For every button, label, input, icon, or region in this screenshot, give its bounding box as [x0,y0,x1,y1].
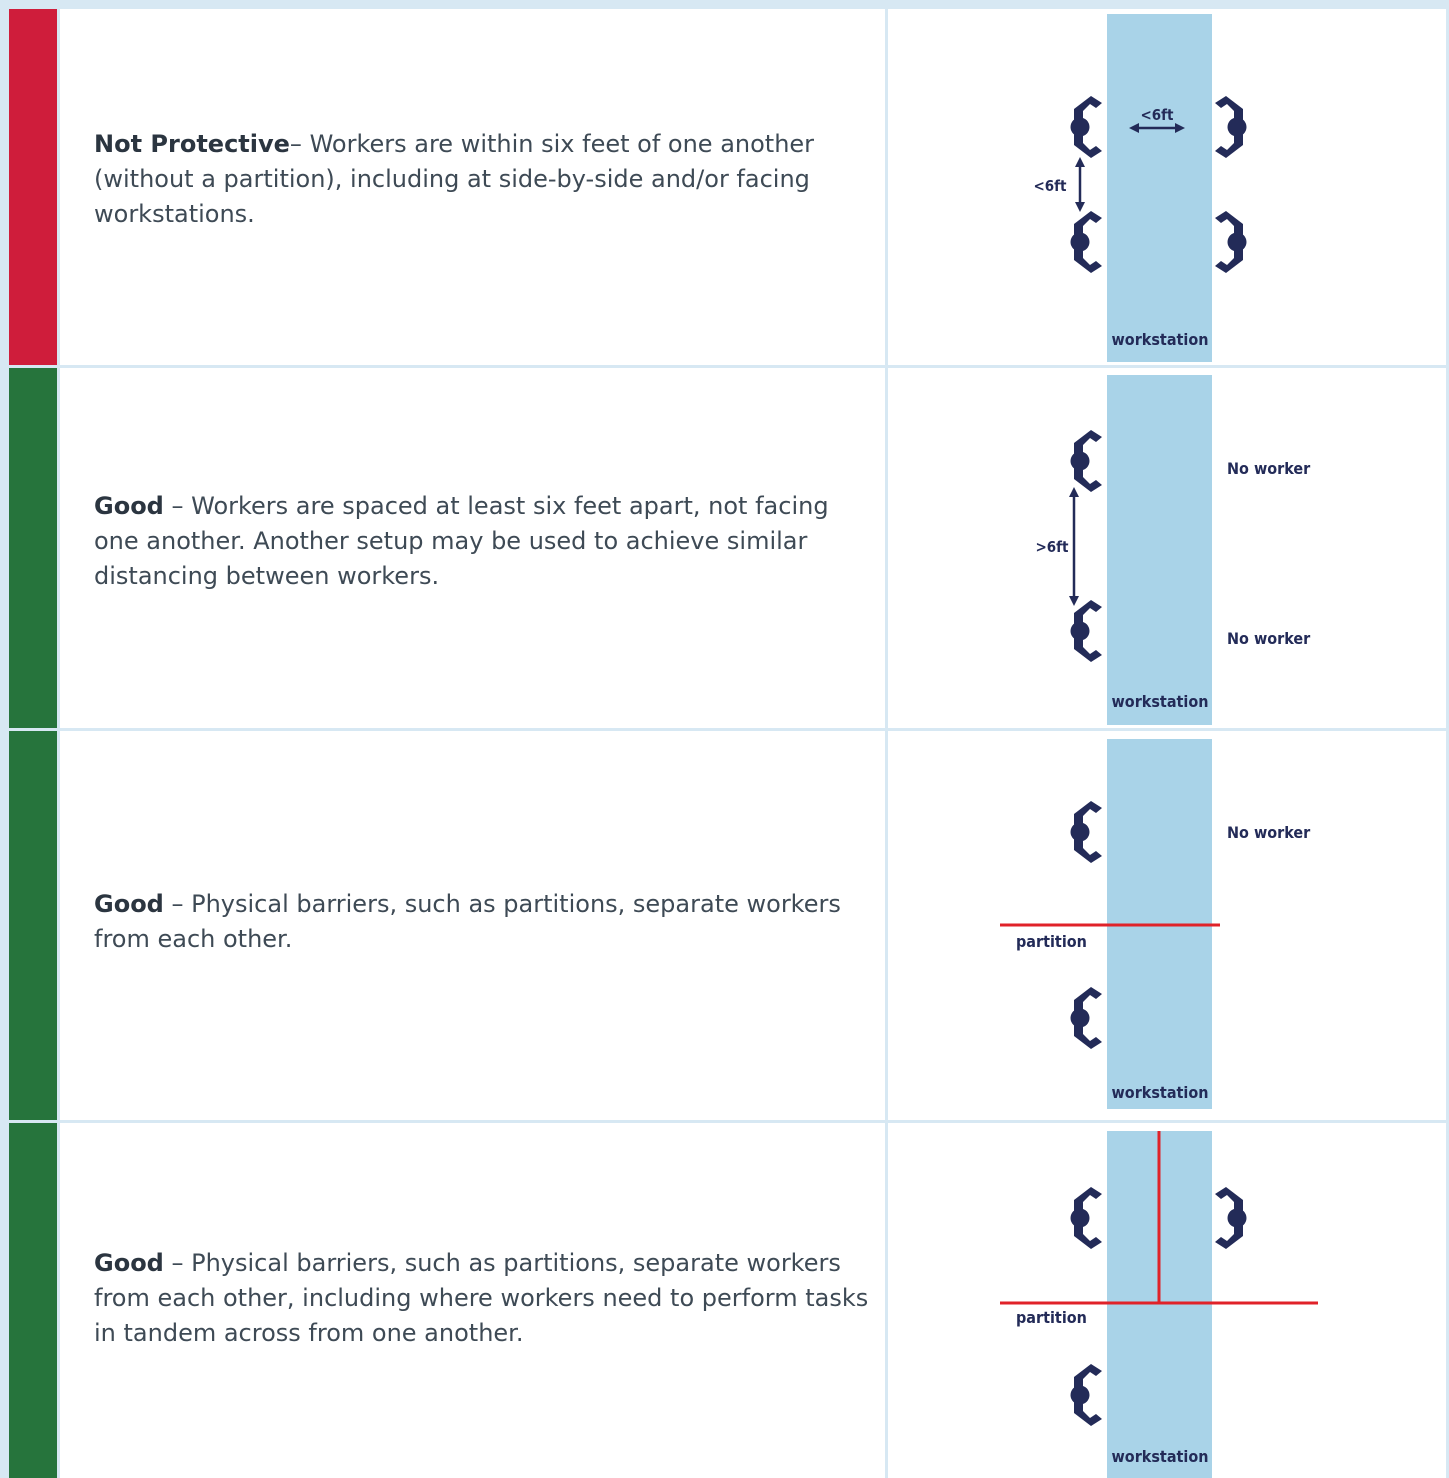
rating-color-strip-red [9,9,57,365]
table-row-not-protective [0,9,1449,365]
partition-label: partition [1016,1308,1087,1327]
workstation-rect [1107,375,1212,725]
worker-icon [1071,211,1103,273]
diagram-partition [888,731,1446,1120]
rating-label: Good [94,890,164,918]
worker-icon [1071,1364,1103,1426]
description-text [94,1246,869,1351]
description-body: Workers are spaced at least six feet apart, not facing one another. Another setup may be used to achieve similar distancing between workers. [94,492,829,590]
rating-color-strip-green [9,368,57,728]
worker-icon [1215,1187,1247,1249]
rating-label: Not Protective [94,130,290,158]
worker-icon [1215,211,1247,273]
description-cell [60,1123,885,1478]
double-arrow-icon [1075,157,1085,212]
rating-color-strip-green [9,1123,57,1478]
description-text [94,887,869,957]
description-body: Physical barriers, such as partitions, separate workers from each other. [94,890,841,953]
rating-label: Good [94,1249,164,1277]
diagram-spaced-apart [888,368,1446,728]
distance-label-horizontal: <6ft [1140,106,1174,124]
separator: – [289,130,310,158]
worker-icon [1071,96,1103,158]
separator: – [163,890,192,918]
description-body: Physical barriers, such as partitions, separate workers from each other, including where workers need to perform tasks in tandem across from one another. [94,1249,869,1347]
description-cell [60,368,885,728]
table-row-good-spacing [0,368,1449,728]
worker-icon [1071,600,1103,662]
description-body: Workers are within six feet of one another (without a partition), including at side-by-side and/or facing workstations. [94,130,815,228]
separator: – [163,492,192,520]
diagram-tandem-partition [888,1123,1446,1478]
description-cell [60,9,885,365]
worker-icon [1071,430,1103,492]
diagram-cell [888,9,1446,365]
table-row-good-tandem-partition [0,1123,1449,1478]
diagram-cell [888,1123,1446,1478]
table-row-good-partition [0,731,1449,1120]
workstation-label: workstation [1111,1083,1209,1102]
no-worker-label: No worker [1227,629,1311,648]
worker-icon [1071,1187,1103,1249]
description-cell [60,731,885,1120]
partition-label: partition [1016,932,1087,951]
workstation-label: workstation [1111,330,1209,349]
rating-color-strip-green [9,731,57,1120]
diagram-cell [888,368,1446,728]
no-worker-label: No worker [1227,459,1311,478]
diagram-cell [888,731,1446,1120]
workstation-label: workstation [1111,692,1209,711]
distance-label-vertical: <6ft [1033,177,1067,195]
diagram-side-by-side-facing [888,9,1446,365]
distance-label-vertical: >6ft [1035,538,1069,556]
double-arrow-icon [1069,487,1079,606]
separator: – [163,1249,192,1277]
workstation-rect [1107,14,1212,362]
worker-icon [1215,96,1247,158]
no-worker-label: No worker [1227,823,1311,842]
workstation-label: workstation [1111,1447,1209,1466]
worker-icon [1071,801,1103,863]
description-text [94,127,869,232]
rating-label: Good [94,492,164,520]
description-text [94,489,869,594]
worker-icon [1071,987,1103,1049]
